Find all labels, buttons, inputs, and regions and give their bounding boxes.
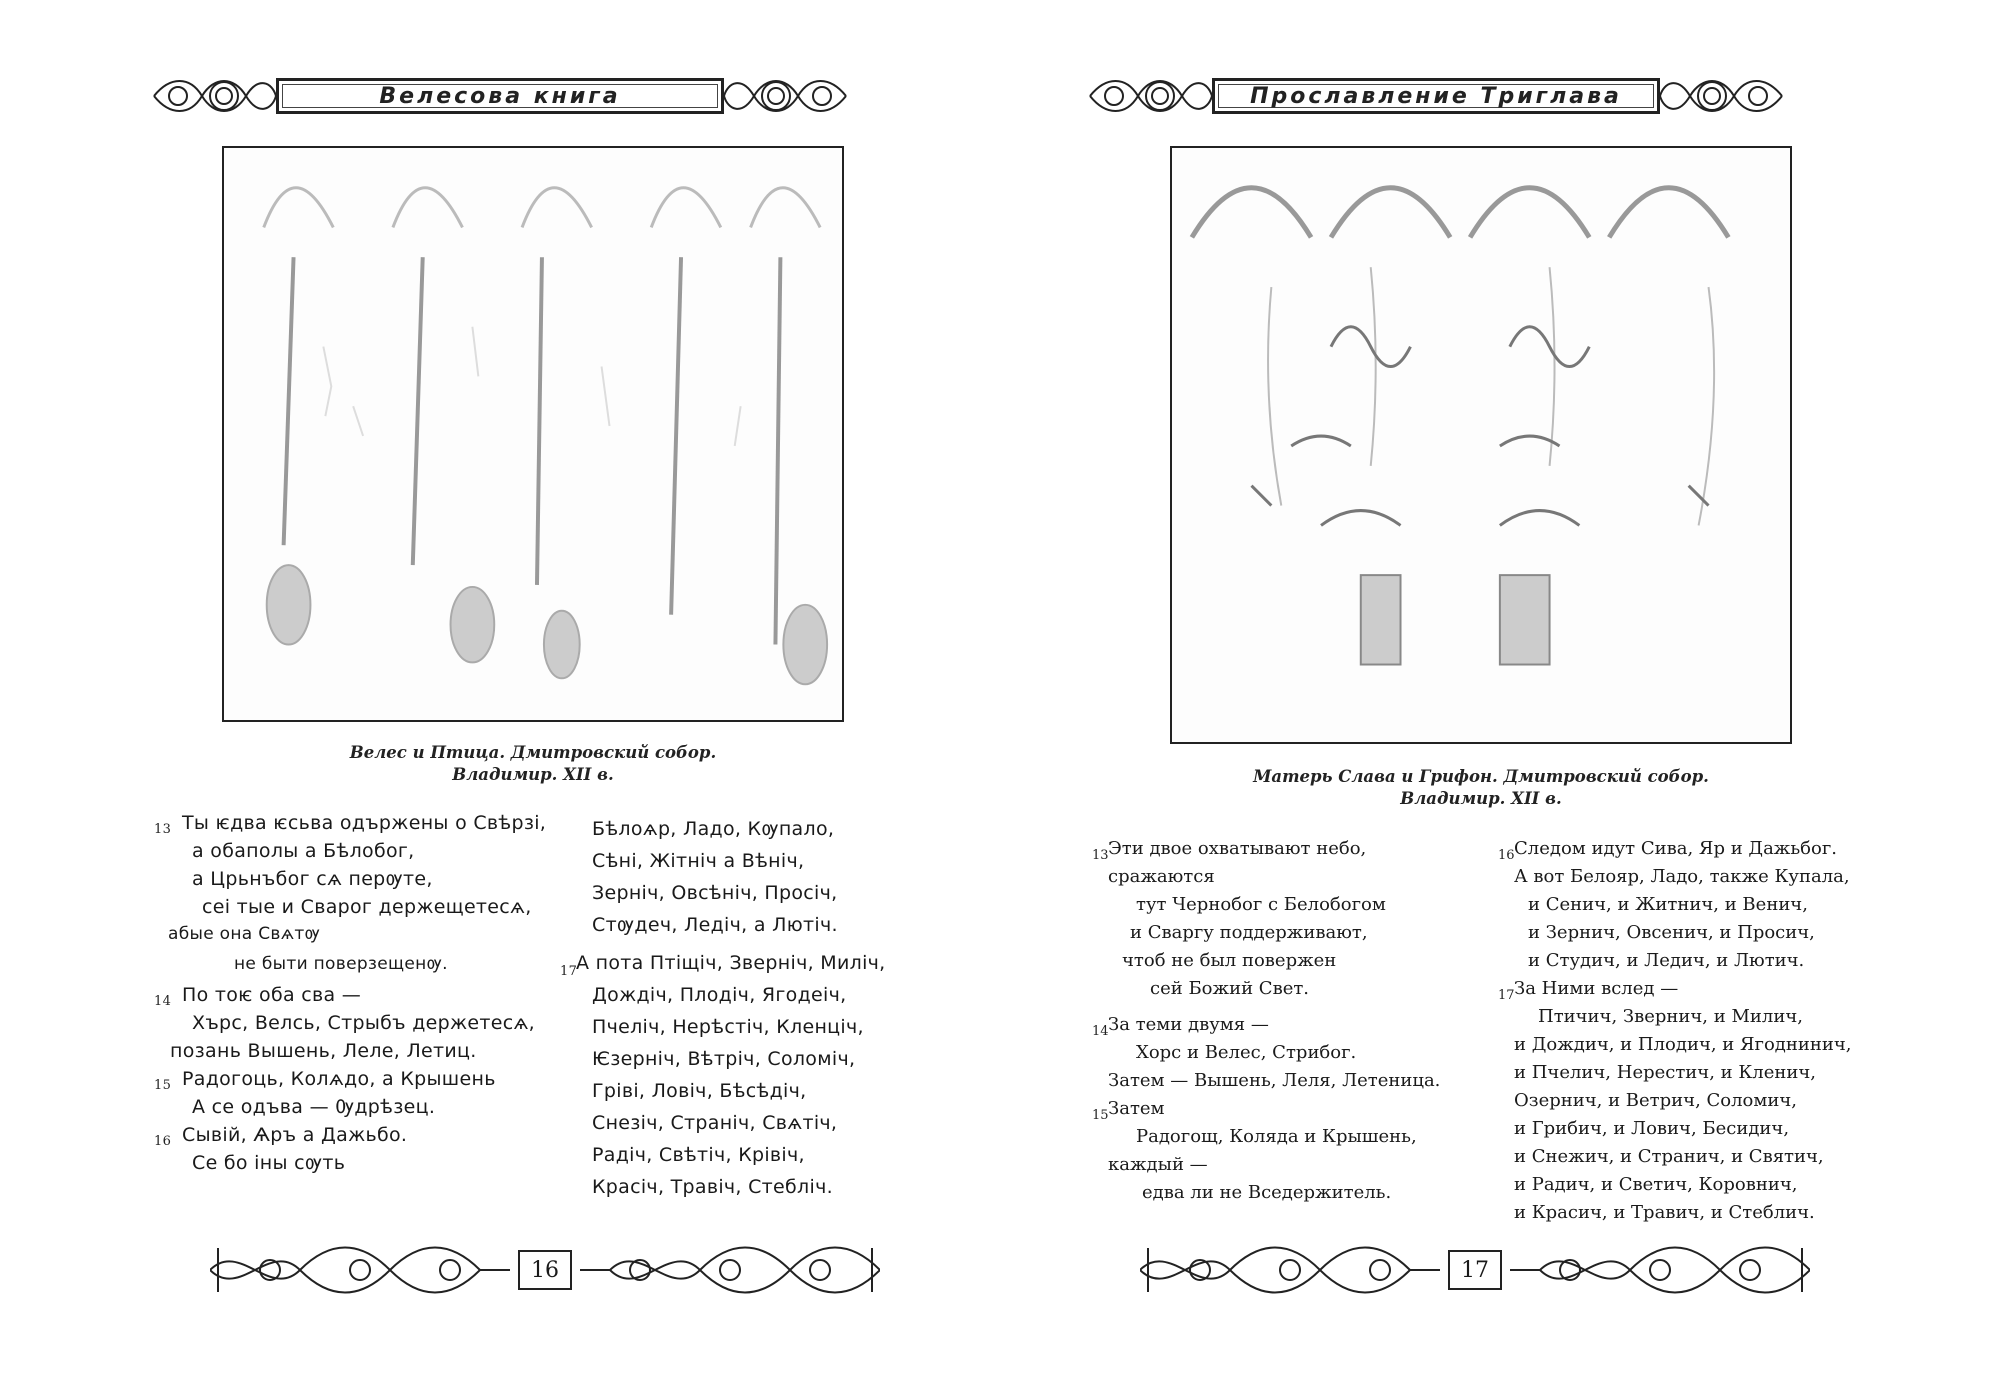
verse-line: а обаполы а Бѣлобог, — [192, 840, 415, 862]
verse-line: чтоб не был повержен — [1122, 950, 1337, 971]
verse-line: позань Вышень, Леле, Летиц. — [170, 1040, 477, 1062]
verse-line: и Сваргу поддерживают, — [1130, 922, 1368, 943]
verse-line: Затем — Вышень, Леля, Летеница. — [1108, 1070, 1441, 1091]
right-page — [1000, 0, 2000, 1394]
verse-line: сеі тые и Сварог держещетесѧ, — [202, 896, 532, 918]
left-text-column-2 — [560, 818, 960, 1218]
verse-line: Дождіч, Плодіч, Ягодеіч, — [592, 984, 847, 1006]
page-number: 16 — [518, 1250, 572, 1290]
verse-line: и Сенич, и Житнич, и Венич, — [1528, 894, 1808, 915]
verse-line: 16 Сывій, Ѧръ а Дажьбо. — [154, 1124, 408, 1149]
header-title-frame — [1212, 78, 1660, 114]
verse-line: Гріві, Ловіч, Бѣсѣдіч, — [592, 1080, 807, 1102]
verse-line: Зерніч, Овсѣніч, Просіч, — [592, 882, 838, 904]
verse-line: А вот Белояр, Ладо, также Купала, — [1514, 866, 1850, 887]
caption-line: Владимир. XII в. — [452, 765, 614, 784]
verse-line: и Радич, и Светич, Коровнич, — [1514, 1174, 1798, 1195]
verse-line: Хорс и Велес, Стрибог. — [1136, 1042, 1357, 1063]
verse-line: и Грибич, и Лович, Бесидич, — [1514, 1118, 1790, 1139]
knot-ornament-icon — [1086, 74, 1216, 118]
knot-ornament-icon — [1656, 74, 1786, 118]
left-photo-caption — [222, 742, 844, 786]
verse-line: Ѥзерніч, Вѣтріч, Соломіч, — [592, 1048, 856, 1070]
running-title: Прославление Триглава — [1250, 83, 1622, 109]
verse-line: абые она Свѧтѹ — [168, 924, 321, 944]
caption-line: Велес и Птица. Дмитровский собор. — [349, 743, 717, 762]
caption-line: Матерь Слава и Грифон. Дмитровский собор. — [1253, 767, 1709, 786]
verse-line: не быти поверзещенѹ. — [234, 954, 448, 974]
page-number: 17 — [1448, 1250, 1502, 1290]
verse-line: каждый — — [1108, 1154, 1208, 1175]
verse-line: Радогощ, Коляда и Крышень, — [1136, 1126, 1417, 1147]
verse-line: Сѣні, Жітніч а Вѣніч, — [592, 850, 805, 872]
verse-line: и Студич, и Ледич, и Лютич. — [1528, 950, 1805, 971]
header-title-frame — [276, 78, 724, 114]
left-footer-ornament — [210, 1240, 880, 1300]
verse-line: А се одъва — Ѹдрѣзец. — [192, 1096, 436, 1118]
verse-line: Пчеліч, Нерѣстіч, Кленціч, — [592, 1016, 864, 1038]
verse-line: и Пчелич, Нерестич, и Кленич, — [1514, 1062, 1817, 1083]
verse-line: и Зернич, Овсенич, и Просич, — [1528, 922, 1815, 943]
verse-line: 13 Ты ѥдва ѥсьва одържены о Свѣрзі, — [154, 812, 547, 837]
verse-line: 17 За Ними вслед — — [1498, 978, 1679, 1003]
relief-photo-veles — [222, 146, 844, 722]
verse-line: 15 Радогоць, Колѧдо, а Крышень — [154, 1068, 496, 1093]
right-text-column-1 — [1092, 838, 1492, 1218]
verse-line: Стѹдеч, Ледіч, а Лютіч. — [592, 914, 838, 936]
verse-line: 14 По тоѥ оба сва — — [154, 984, 362, 1009]
verse-line: едва ли не Вседержитель. — [1142, 1182, 1392, 1203]
verse-line: Снезіч, Страніч, Свѧтіч, — [592, 1112, 838, 1134]
verse-line: 14 За теми двумя — — [1092, 1014, 1269, 1039]
verse-line: и Снежич, и Странич, и Святич, — [1514, 1146, 1824, 1167]
verse-line: 15 Затем — [1092, 1098, 1165, 1123]
running-title: Велесова книга — [379, 83, 621, 109]
verse-line: 16 Следом идут Сива, Яр и Дажьбог. — [1498, 838, 1837, 863]
caption-line: Владимир. XII в. — [1400, 789, 1562, 808]
right-photo-caption — [1170, 766, 1792, 810]
verse-line: и Красич, и Травич, и Стеблич. — [1514, 1202, 1815, 1223]
verse-line: сей Божий Свет. — [1150, 978, 1310, 999]
right-header-bar — [1086, 74, 1786, 118]
verse-line: сражаются — [1108, 866, 1215, 887]
knot-ornament-icon — [720, 74, 850, 118]
verse-line: Радіч, Свѣтіч, Крівіч, — [592, 1144, 805, 1166]
verse-line: Птичич, Звернич, и Милич, — [1538, 1006, 1803, 1027]
verse-line: Красіч, Травіч, Стебліч. — [592, 1176, 833, 1198]
right-footer-ornament — [1140, 1240, 1810, 1300]
verse-line: тут Чернобог с Белобогом — [1136, 894, 1386, 915]
left-text-column-1 — [150, 812, 550, 1192]
verse-line: и Дождич, и Плодич, и Ягоднинич, — [1514, 1034, 1852, 1055]
verse-line: 13 Эти двое охватывают небо, — [1092, 838, 1367, 863]
verse-line: а Црьнъбог сѧ перѹте, — [192, 868, 433, 890]
knot-ornament-icon — [150, 74, 280, 118]
verse-line: Бѣлоѧр, Ладо, Кѹпало, — [592, 818, 835, 840]
verse-line: 17 А пота Птіщіч, Зверніч, Миліч, — [560, 952, 886, 979]
verse-line: Хърс, Велсь, Стрыбъ держетесѧ, — [192, 1012, 536, 1034]
right-text-column-2 — [1498, 838, 1958, 1238]
left-header-bar — [150, 74, 850, 118]
verse-line: Озернич, и Ветрич, Соломич, — [1514, 1090, 1798, 1111]
verse-line: Се бо іны сѹть — [192, 1152, 346, 1174]
relief-photo-slava — [1170, 146, 1792, 744]
